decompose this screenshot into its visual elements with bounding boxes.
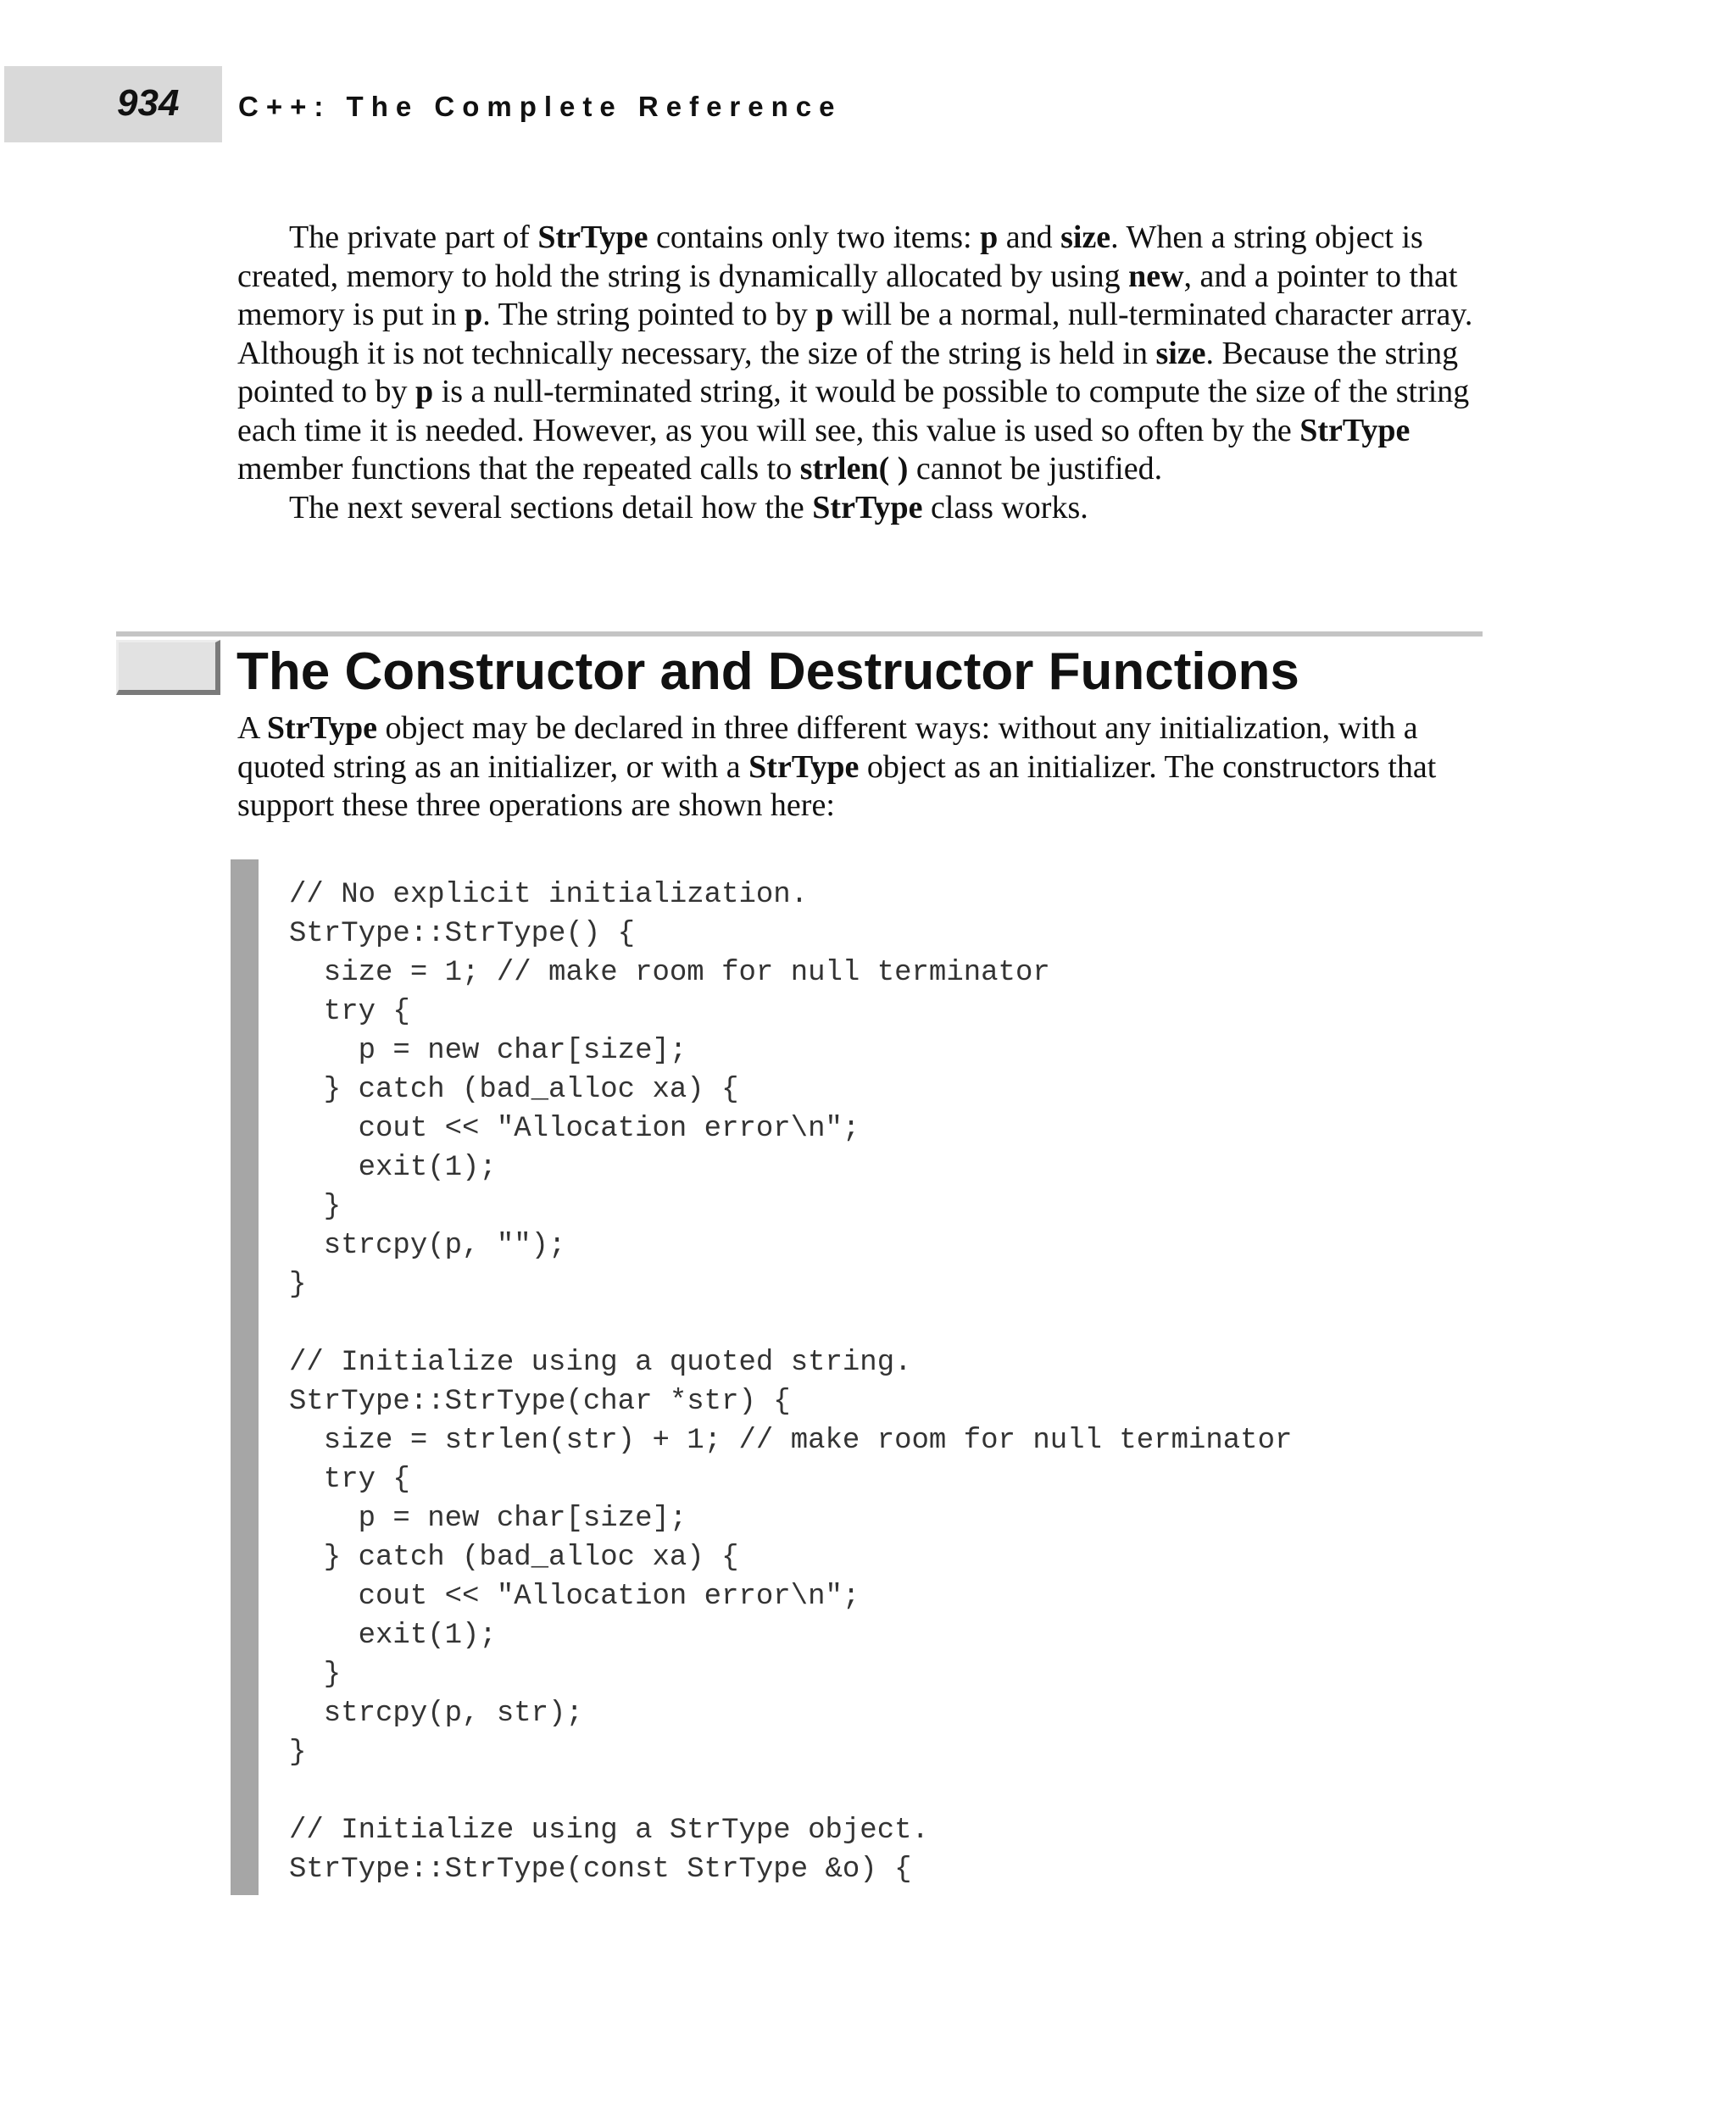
bold-term: StrType (266, 710, 378, 746)
bold-term: strlen( ) (799, 451, 909, 486)
intro-paragraph-1: The private part of StrType contains only two items: p and size. When a string object is created, memory to hold the string is dynamically allocated by using new, and a pointer to that memory is put in p. The string pointed to by p will be a normal, null-terminated character array. Although it is not technically necessary, the size of the string is held in size. Because the string pointed to by p is a null-terminated string, it would be possible to compute the size of the string each time it is needed. However, as you will see, this value is used so often by the StrType member functions that the repeated calls to strlen( ) cannot be justified. (237, 220, 1473, 486)
bold-term: StrType (1299, 412, 1410, 448)
section-rule (116, 631, 1483, 637)
bold-term: size (1155, 335, 1206, 371)
section-heading: The Constructor and Destructor Functions (236, 642, 1299, 701)
bold-term: p (815, 297, 834, 332)
running-header-title: C++: The Complete Reference (238, 91, 843, 122)
bold-term: new (1128, 258, 1184, 294)
bold-term: p (465, 297, 483, 332)
section-marker-box (116, 640, 220, 695)
intro-paragraph-2: The next several sections detail how the StrType class works. (289, 489, 1088, 525)
bold-term: p (415, 374, 434, 409)
bold-term: StrType (812, 489, 923, 525)
intro-text (237, 219, 1492, 527)
header-tab (4, 66, 222, 142)
bold-term: p (980, 220, 999, 255)
bold-term: size (1060, 220, 1111, 255)
section-text (237, 709, 1492, 826)
code-listing: // No explicit initialization. StrType::StrType() { size = 1; // make room for null terminator try { p = new char[size]; } catch (bad_alloc xa) { cout << "Allocation error\n"; exit(1); } strcpy(p, ""); } // Initialize using a quoted string. StrType::StrType(char *str) { size = strlen(str) + 1; // make room for null terminator try { p = new char[size]; } catch (bad_alloc xa) { cout << "Allocation error\n"; exit(1); } strcpy(p, str); } // Initialize using a StrType object. StrType::StrType(const StrType &o) { (289, 879, 1293, 1886)
bold-term: StrType (748, 748, 860, 785)
section-paragraph: A StrType object may be declared in three different ways: without any initialization, with a quoted string as an initializer, or with a StrType object as an initializer. The constructors that support these three operations are shown here: (237, 710, 1437, 823)
code-sidebar (231, 859, 259, 1895)
page-number: 934 (117, 82, 180, 124)
bold-term: StrType (537, 220, 648, 255)
